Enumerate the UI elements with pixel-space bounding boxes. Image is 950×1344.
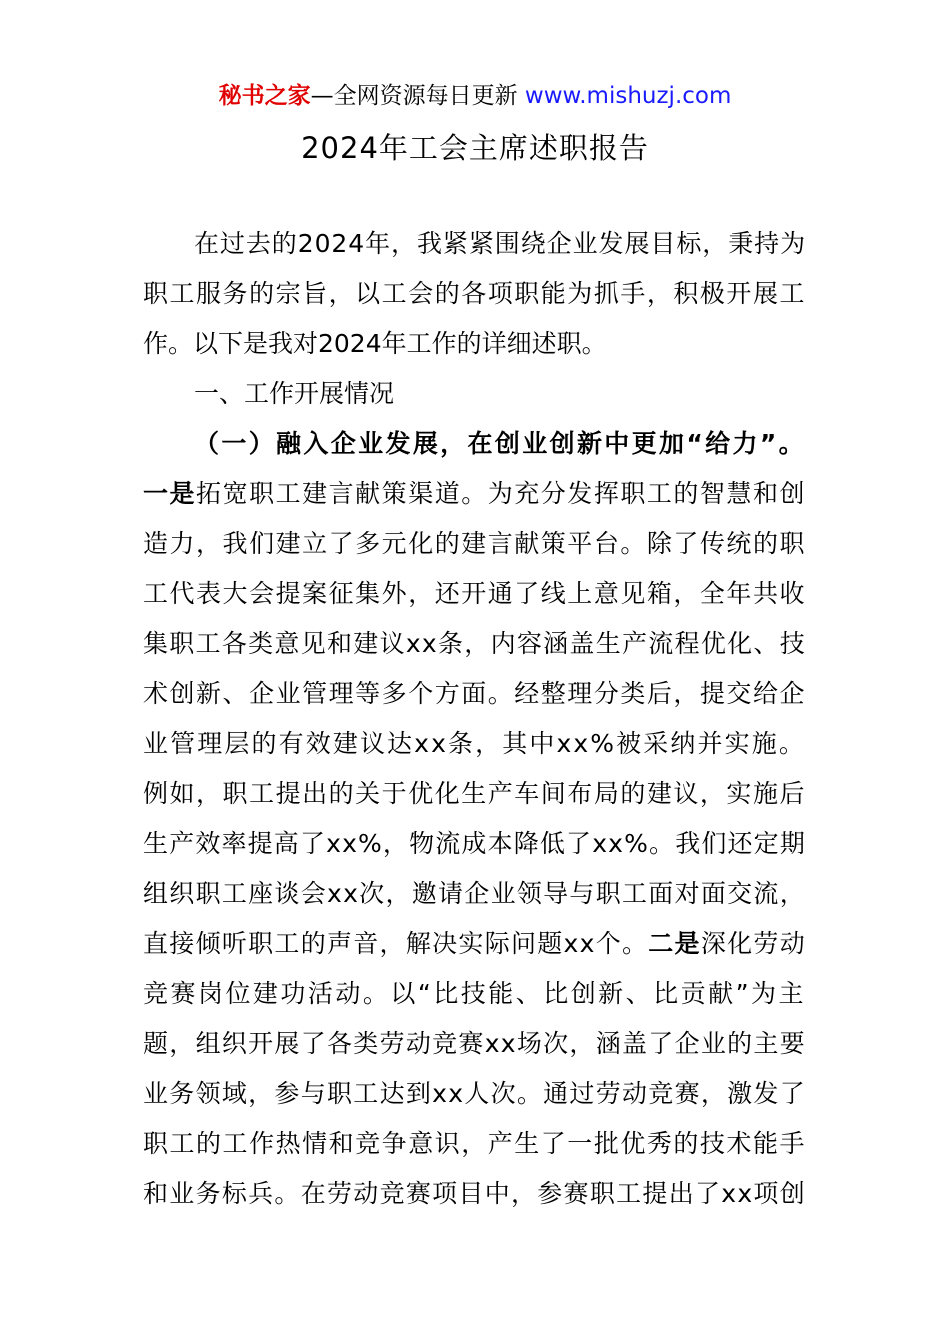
text-run: 组织职工座谈会xx次，邀请企业领导与职工面对面交流， <box>143 879 806 908</box>
body-line <box>143 869 806 919</box>
text-run: 集职工各类意见和建议xx条，内容涵盖生产流程优化、技 <box>143 629 806 658</box>
bold-text-run: 一是 <box>143 479 197 508</box>
body-line <box>143 269 806 319</box>
bold-text-run: （一）融入企业发展，在创业创新中更加“给力”。 <box>194 429 806 458</box>
text-run: 和业务标兵。在劳动竞赛项目中，参赛职工提出了xx项创 <box>143 1179 806 1208</box>
body-line <box>143 769 806 819</box>
body-line <box>143 819 806 869</box>
text-run: 生产效率提高了xx%，物流成本降低了xx%。我们还定期 <box>143 829 806 858</box>
text-run: 竞赛岗位建功活动。以“比技能、比创新、比贡献”为主 <box>143 979 806 1008</box>
text-run: 业务领域，参与职工达到xx人次。通过劳动竞赛，激发了 <box>143 1079 806 1108</box>
body-line <box>143 1169 806 1219</box>
body-line <box>143 1069 806 1119</box>
text-run: 在过去的2024年，我紧紧围绕企业发展目标，秉持为 <box>194 229 806 258</box>
header-tagline: —全网资源每日更新 <box>310 83 525 109</box>
body-line <box>143 569 806 619</box>
text-run: 拓宽职工建言献策渠道。为充分发挥职工的智慧和创 <box>196 479 806 508</box>
body-line <box>143 619 806 669</box>
body-line <box>143 319 607 369</box>
body-line <box>143 719 806 769</box>
body-line <box>143 919 806 969</box>
text-run: 直接倾听职工的声音，解决实际问题xx个。 <box>143 929 649 958</box>
body-line <box>143 519 806 569</box>
text-run: 造力，我们建立了多元化的建言献策平台。除了传统的职 <box>143 529 806 558</box>
text-run: 业管理层的有效建议达xx条，其中xx%被采纳并实施。 <box>143 729 806 758</box>
site-url-link[interactable]: www.mishuzj.com <box>524 83 732 109</box>
text-run: 职工的工作热情和竞争意识，产生了一批优秀的技术能手 <box>143 1129 806 1158</box>
body-line <box>194 419 806 469</box>
body-line <box>143 1019 806 1069</box>
text-run: 术创新、企业管理等多个方面。经整理分类后，提交给企 <box>143 679 806 708</box>
body-line <box>143 969 806 1019</box>
body-line <box>143 669 806 719</box>
body-line <box>143 469 806 519</box>
bold-text-run: 二是 <box>648 929 701 958</box>
site-header <box>0 80 950 112</box>
body-line <box>143 1119 806 1169</box>
text-run: 题，组织开展了各类劳动竞赛xx场次，涵盖了企业的主要 <box>143 1029 806 1058</box>
text-run: 工代表大会提案征集外，还开通了线上意见箱，全年共收 <box>143 579 806 608</box>
text-run: 例如，职工提出的关于优化生产车间布局的建议，实施后 <box>143 779 806 808</box>
text-run: 作。以下是我对2024年工作的详细述职。 <box>143 329 607 358</box>
body-line <box>194 369 394 419</box>
brand-name: 秘书之家 <box>218 83 311 109</box>
text-run: 职工服务的宗旨，以工会的各项职能为抓手，积极开展工 <box>143 279 806 308</box>
text-run: 一、工作开展情况 <box>194 379 395 408</box>
document-title: 2024年工会主席述职报告 <box>301 131 649 165</box>
text-run: 深化劳动 <box>700 929 806 958</box>
body-line <box>194 219 806 269</box>
